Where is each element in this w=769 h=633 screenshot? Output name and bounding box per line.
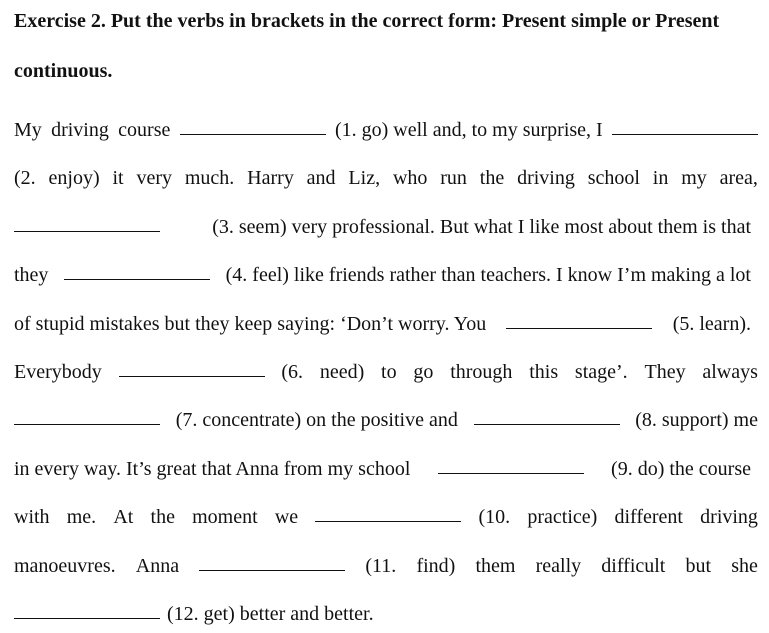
exercise-title-line-2: continuous. <box>14 60 113 82</box>
text-segment: they <box>14 264 49 286</box>
text-line <box>14 119 758 142</box>
answer-blank-4[interactable] <box>64 278 210 280</box>
text-segment: manoeuvres. <box>14 555 116 577</box>
text-segment: area, <box>719 167 758 189</box>
answer-blank-10[interactable] <box>315 520 461 522</box>
text-segment: the <box>479 167 505 189</box>
text-line <box>14 216 758 239</box>
text-segment: to <box>381 361 397 383</box>
text-segment: driving <box>700 506 758 528</box>
text-line <box>14 555 758 578</box>
text-line <box>14 603 758 626</box>
answer-blank-8[interactable] <box>474 423 620 425</box>
answer-blank-6[interactable] <box>119 375 265 377</box>
text-segment: They <box>644 361 686 383</box>
text-segment: stage’. <box>574 361 628 383</box>
text-segment: in every way. It’s great that Anna from my school <box>14 458 411 480</box>
text-segment: the <box>150 506 175 528</box>
text-segment: (1. go) well and, to my surprise, I <box>334 119 603 141</box>
text-segment: them <box>475 555 516 577</box>
text-segment: my <box>681 167 707 189</box>
text-segment: through <box>450 361 513 383</box>
text-segment: of stupid mistakes but they keep saying: ‘Don’t worry. You <box>14 313 487 335</box>
answer-blank-7[interactable] <box>14 423 160 425</box>
text-segment: enjoy) <box>48 167 100 189</box>
text-segment: really <box>535 555 582 577</box>
text-segment: (2. <box>14 167 36 189</box>
text-segment: go <box>413 361 434 383</box>
text-segment: need) <box>319 361 365 383</box>
text-segment: Harry <box>247 167 294 189</box>
text-segment: At <box>113 506 134 528</box>
text-segment: she <box>731 555 758 577</box>
text-segment: Everybody <box>14 361 102 383</box>
text-segment: (5. learn). <box>672 313 751 335</box>
text-segment: school <box>587 167 640 189</box>
text-segment: it <box>112 167 124 189</box>
text-segment: find) <box>416 555 456 577</box>
answer-blank-1[interactable] <box>180 133 326 135</box>
text-segment: driving <box>51 119 109 141</box>
text-segment: My <box>14 119 42 141</box>
answer-blank-5[interactable] <box>506 327 652 329</box>
text-line <box>14 313 758 336</box>
answer-blank-9[interactable] <box>438 472 584 474</box>
text-segment: we <box>274 506 299 528</box>
text-line <box>14 361 758 384</box>
text-line <box>14 167 758 190</box>
text-segment: (3. seem) very professional. But what I like most about them is that <box>212 216 751 238</box>
answer-blank-3[interactable] <box>14 230 160 232</box>
text-segment: much. <box>184 167 235 189</box>
text-segment: but <box>685 555 712 577</box>
text-segment: driving <box>517 167 575 189</box>
text-segment: (12. get) better and better. <box>167 603 374 625</box>
exercise-title-line-1: Exercise 2. Put the verbs in brackets in the correct form: Present simple or Present <box>14 10 720 32</box>
text-segment: (11. <box>365 555 397 577</box>
text-line <box>14 409 758 432</box>
text-segment: (4. feel) like friends rather than teachers. I know I’m making a lot <box>225 264 751 286</box>
answer-blank-11[interactable] <box>199 569 345 571</box>
text-segment: in <box>652 167 669 189</box>
text-segment: (7. concentrate) on the positive and <box>175 409 458 431</box>
text-segment: moment <box>192 506 258 528</box>
text-segment: (10. <box>478 506 511 528</box>
text-segment: with <box>14 506 50 528</box>
answer-blank-12[interactable] <box>14 617 160 619</box>
answer-blank-2[interactable] <box>612 133 758 135</box>
text-segment: different <box>614 506 683 528</box>
text-segment: Anna <box>135 555 180 577</box>
text-segment: practice) <box>527 506 598 528</box>
text-segment: Liz, <box>348 167 381 189</box>
text-segment: always <box>702 361 758 383</box>
text-segment: very <box>136 167 173 189</box>
text-segment: (6. <box>281 361 304 383</box>
text-segment: (9. do) the course <box>611 458 751 480</box>
text-segment: run <box>440 167 467 189</box>
text-segment: (8. support) me <box>635 409 758 431</box>
text-line <box>14 458 758 481</box>
text-line <box>14 264 758 287</box>
text-segment: course <box>118 119 171 141</box>
text-line <box>14 506 758 529</box>
text-segment: who <box>392 167 428 189</box>
text-segment: this <box>529 361 559 383</box>
text-segment: difficult <box>601 555 666 577</box>
text-segment: me. <box>66 506 97 528</box>
text-segment: and <box>306 167 336 189</box>
